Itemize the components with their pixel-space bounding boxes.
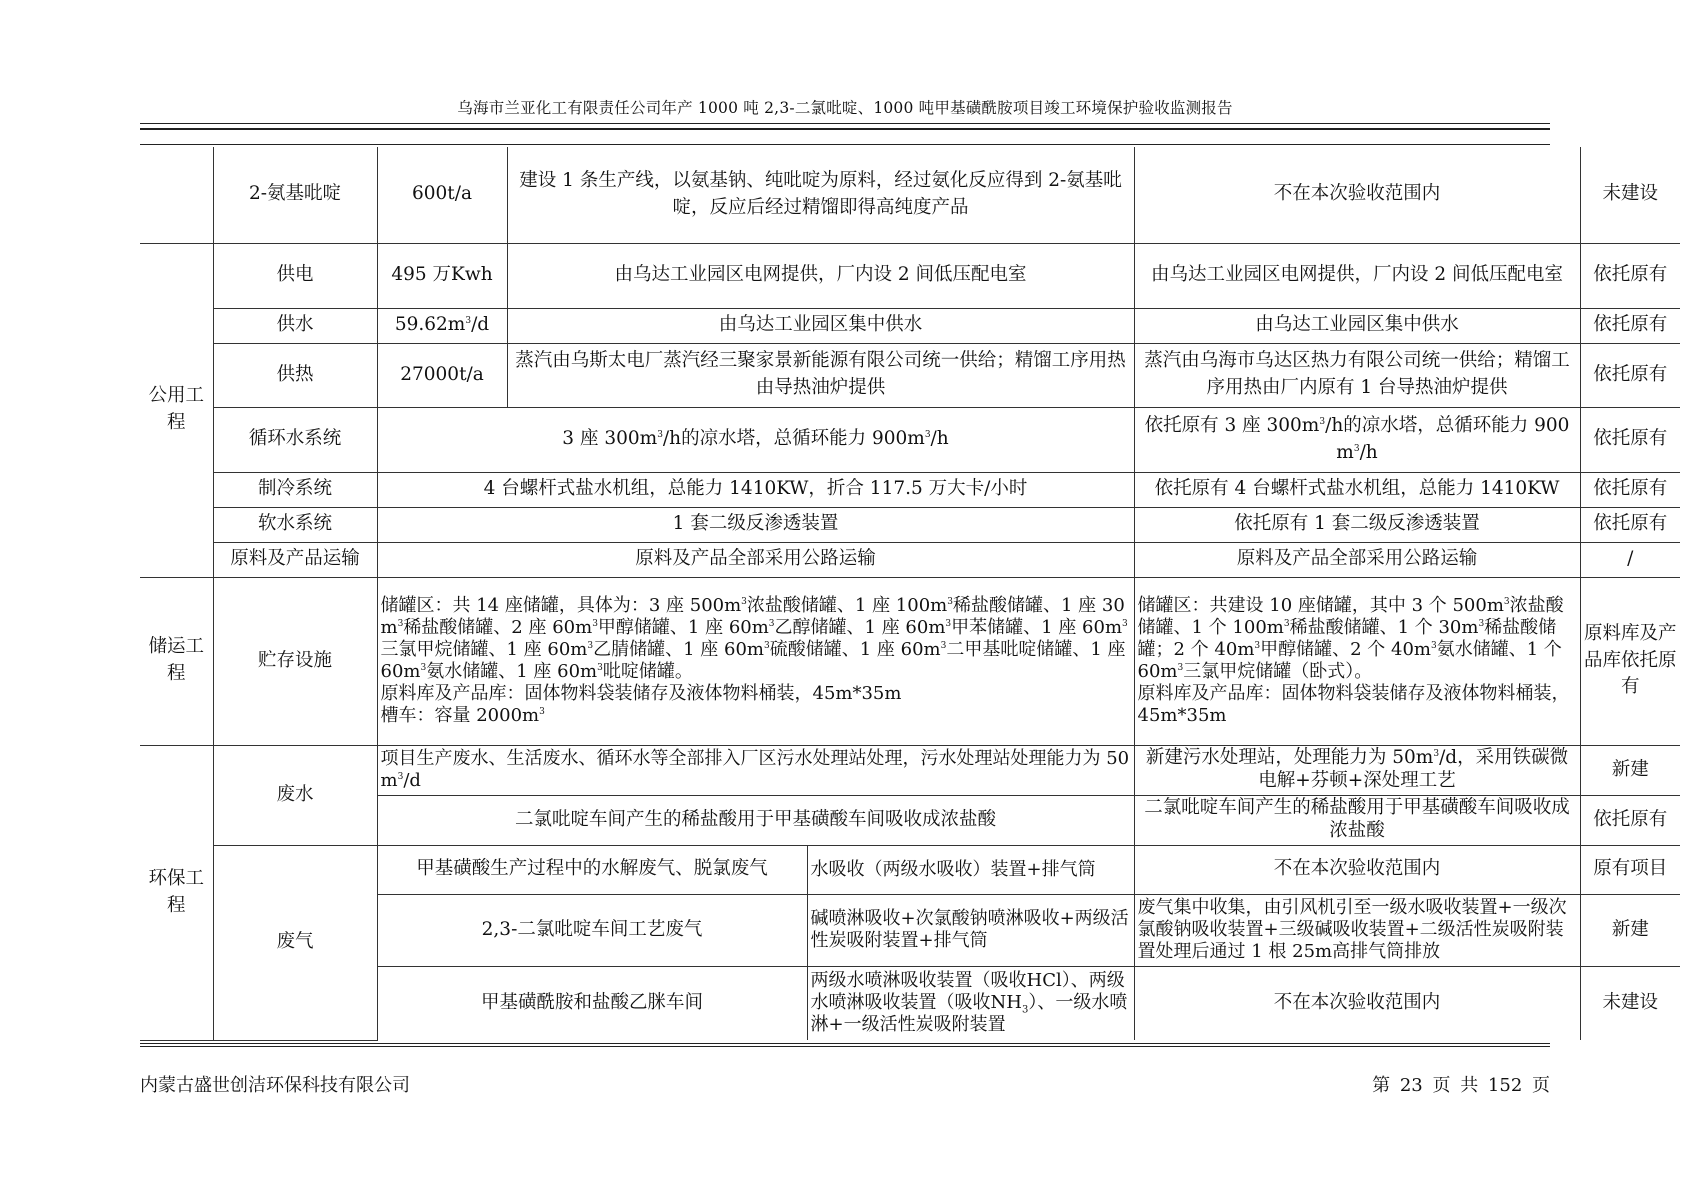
item-name: 软水系统 <box>213 507 377 542</box>
text-segment: 稀盐酸储罐；2 个 40m <box>1137 617 1557 661</box>
actual-content: 不在本次验收范围内 <box>1134 966 1580 1040</box>
superscript: 3 <box>1478 619 1485 630</box>
treatment-measure: 水吸收（两级水吸收）装置+排气筒 <box>807 845 1134 894</box>
actual-content: 依托原有 1 套二级反渗透装置 <box>1134 507 1580 542</box>
table-row <box>140 745 1680 795</box>
text-segment: 硫酸储罐、1 座 60m <box>769 639 941 661</box>
text-segment: 氨水储罐、1 个 60m <box>1137 639 1562 682</box>
project-comparison-table <box>140 147 1680 1041</box>
note-cell: 未建设 <box>1580 147 1680 243</box>
table-row <box>140 243 1680 308</box>
superscript: 3 <box>763 641 770 652</box>
superscript: 3 <box>657 429 663 440</box>
pollution-source: 甲基磺酰胺和盐酸乙脒车间 <box>377 966 807 1040</box>
superscript: 3 <box>741 597 747 608</box>
note-cell: 新建 <box>1580 745 1680 795</box>
actual-content <box>1134 407 1580 472</box>
superscript: 3 <box>592 619 598 630</box>
scale-text-b: /d <box>471 314 490 336</box>
note-cell: 依托原有 <box>1580 507 1680 542</box>
table-row <box>140 472 1680 507</box>
item-scale <box>377 308 507 343</box>
text-b: /d，采用铁碳微电解+芬顿+深处理工艺 <box>1258 747 1569 791</box>
text-segment: 乙腈储罐、1 座 60m <box>593 639 764 661</box>
superscript: 3 <box>768 619 775 630</box>
item-name: 制冷系统 <box>213 472 377 507</box>
text-a: 两级水喷淋吸收装置（吸收HCl）、两级水喷淋吸收装置（吸收NH <box>810 970 1125 1014</box>
actual-content: 不在本次验收范围内 <box>1134 147 1580 243</box>
header-rule-thin <box>140 123 1550 124</box>
text-c: /h <box>1359 441 1378 463</box>
text-segment: 储罐区：共 14 座储罐，具体为：3 座 500m <box>380 595 742 617</box>
table-bottom-rule-2 <box>140 1046 1550 1047</box>
note-cell: 原有项目 <box>1580 845 1680 894</box>
superscript: 3 <box>539 706 545 717</box>
note-cell: 未建设 <box>1580 966 1680 1040</box>
treatment-measure <box>807 966 1134 1040</box>
text-segment: 甲苯储罐、1 座 60m <box>951 617 1123 639</box>
text-b: /h的凉水塔，总循环能力 900 m <box>1325 414 1570 463</box>
actual-content: 由乌达工业园区集中供水 <box>1134 308 1580 343</box>
text-a: 新建污水处理站，处理能力为 50m <box>1145 747 1434 769</box>
actual-content: 原料及产品全部采用公路运输 <box>1134 542 1580 577</box>
note-cell: 依托原有 <box>1580 308 1680 343</box>
design-content <box>377 745 1134 795</box>
superscript: 3 <box>1122 619 1128 630</box>
footer-company: 内蒙古盛世创洁环保科技有限公司 <box>140 1075 410 1096</box>
text-segment: 原料库及产品库：固体物料袋装储存及液体物料桶装，45m*35m <box>380 682 902 704</box>
note-cell: 依托原有 <box>1580 472 1680 507</box>
design-content: 由乌达工业园区电网提供，厂内设 2 间低压配电室 <box>507 243 1134 308</box>
text-segment: 二甲基吡啶储罐、1 座 60m <box>380 639 1126 682</box>
actual-content: 废气集中收集，由引风机引至一级水吸收装置+一级次氯酸钠吸收装置+三级碱吸收装置+二级活性炭吸附装置处理后通过 1 根 25m高排气筒排放 <box>1134 894 1580 966</box>
text-segment: 三氯甲烷储罐、1 座 60m <box>380 639 588 661</box>
note-cell: 依托原有 <box>1580 243 1680 308</box>
text-segment: 稀盐酸储罐、2 座 60m <box>403 617 593 639</box>
text-b: ）、一级水喷淋+一级活性炭吸附装置 <box>810 992 1128 1036</box>
design-content: 建设 1 条生产线，以氨基钠、纯吡啶为原料，经过氨化反应得到 2-氨基吡啶，反应后经过精馏即得高纯度产品 <box>507 147 1134 243</box>
table-row <box>140 507 1680 542</box>
text-segment: 稀盐酸储罐、1 个 30m <box>1289 617 1479 639</box>
design-content: 二氯吡啶车间产生的稀盐酸用于甲基磺酸车间吸收成浓盐酸 <box>377 795 1134 845</box>
table-row <box>140 577 1680 745</box>
header-rule-thick <box>140 128 1550 130</box>
subscript: 3 <box>1021 1004 1029 1016</box>
design-content: 原料及产品全部采用公路运输 <box>377 542 1134 577</box>
design-content: 4 台螺杆式盐水机组，总能力 1410KW，折合 117.5 万大卡/小时 <box>377 472 1134 507</box>
item-scale: 600t/a <box>377 147 507 243</box>
design-content <box>377 407 1134 472</box>
page-header-title: 乌海市兰亚化工有限责任公司年产 1000 吨 2,3-二氯吡啶、1000 吨甲基磺酰胺项目竣工环境保护验收监测报告 <box>457 99 1233 117</box>
text-segment: 储罐区：共建设 10 座储罐，其中 3 个 500m <box>1137 595 1504 617</box>
text-c: /h <box>930 428 949 450</box>
table-row <box>140 147 1680 243</box>
superscript: 3 <box>945 619 952 630</box>
item-name: 原料及产品运输 <box>213 542 377 577</box>
table-bottom-rule <box>140 1043 1550 1044</box>
item-name: 2-氨基吡啶 <box>213 147 377 243</box>
table-row <box>140 407 1680 472</box>
footer-page-number: 第 23 页 共 152 页 <box>1372 1075 1550 1096</box>
item-name: 废水 <box>213 745 377 845</box>
actual-content: 二氯吡啶车间产生的稀盐酸用于甲基磺酸车间吸收成浓盐酸 <box>1134 795 1580 845</box>
text-a: 项目生产废水、生活废水、循环水等全部排入厂区污水处理站处理，污水处理站处理能力为 50m <box>380 748 1130 791</box>
scale-text-a: 59.62m <box>394 314 466 336</box>
superscript: 3 <box>1319 416 1326 427</box>
text-segment: 三氯甲烷储罐（卧式）。 <box>1183 661 1373 682</box>
item-scale: 495 万Kwh <box>377 243 507 308</box>
design-content: 1 套二级反渗透装置 <box>377 507 1134 542</box>
superscript: 3 <box>940 641 947 652</box>
superscript: 3 <box>1353 443 1360 454</box>
text-b: /d <box>403 770 421 791</box>
design-content: 蒸汽由乌斯太电厂蒸汽经三聚家景新能源有限公司统一供给；精馏工序用热由导热油炉提供 <box>507 343 1134 407</box>
superscript: 3 <box>947 597 953 608</box>
text-segment: 乙醇储罐、1 座 60m <box>774 617 946 639</box>
actual-content: 不在本次验收范围内 <box>1134 845 1580 894</box>
table-row <box>140 308 1680 343</box>
note-cell: 依托原有 <box>1580 343 1680 407</box>
table-row <box>140 343 1680 407</box>
text-segment: 原料库及产品库：固体物料袋装储存及液体物料桶装，45m*35m <box>1137 682 1570 726</box>
item-scale: 27000t/a <box>377 343 507 407</box>
superscript: 3 <box>1283 619 1290 630</box>
note-cell: 新建 <box>1580 894 1680 966</box>
pollution-source: 2,3-二氯吡啶车间工艺废气 <box>377 894 807 966</box>
note-cell: 依托原有 <box>1580 795 1680 845</box>
superscript: 3 <box>1503 597 1510 608</box>
item-name: 循环水系统 <box>213 407 377 472</box>
item-name: 供热 <box>213 343 377 407</box>
note-cell: 依托原有 <box>1580 407 1680 472</box>
superscript: 3 <box>465 315 472 326</box>
text-segment: 氨水储罐、1 座 60m <box>426 661 598 682</box>
pollution-source: 甲基磺酸生产过程中的水解废气、脱氯废气 <box>377 845 807 894</box>
superscript: 3 <box>924 429 931 440</box>
text-segment: 浓盐酸储罐、1 个 100m <box>1137 595 1564 639</box>
item-name: 贮存设施 <box>213 577 377 745</box>
text-b: /h的凉水塔，总循环能力 900m <box>662 428 925 450</box>
text-a: 3 座 300m <box>562 428 658 450</box>
note-cell: / <box>1580 542 1680 577</box>
actual-content: 蒸汽由乌海市乌达区热力有限公司统一供给；精馏工序用热由厂内原有 1 台导热油炉提供 <box>1134 343 1580 407</box>
text-segment: 槽车：容量 2000m <box>380 704 540 726</box>
group-label-utility: 公用工程 <box>140 243 213 577</box>
actual-content <box>1134 745 1580 795</box>
superscript: 3 <box>597 663 603 673</box>
text-a: 依托原有 3 座 300m <box>1144 414 1320 436</box>
actual-content: 依托原有 4 台螺杆式盐水机组，总能力 1410KW <box>1134 472 1580 507</box>
superscript: 3 <box>397 619 404 630</box>
superscript: 3 <box>1254 641 1261 652</box>
text-segment: 浓盐酸储罐、1 座 100m <box>746 595 948 617</box>
table-top-rule <box>140 144 1550 145</box>
group-cell-empty <box>140 147 213 243</box>
group-label-storage: 储运工程 <box>140 577 213 745</box>
table-row <box>140 542 1680 577</box>
table-row <box>140 845 1680 894</box>
superscript: 3 <box>420 663 427 673</box>
note-cell: 原料库及产品库依托原有 <box>1580 577 1680 745</box>
text-segment: 甲醇储罐、1 座 60m <box>597 617 769 639</box>
text-segment: 甲醇储罐、2 个 40m <box>1260 639 1431 661</box>
design-content: 由乌达工业园区集中供水 <box>507 308 1134 343</box>
actual-content: 由乌达工业园区电网提供，厂内设 2 间低压配电室 <box>1134 243 1580 308</box>
text-segment: 稀盐酸储罐、1 座 30m <box>380 595 1125 639</box>
superscript: 3 <box>1433 749 1440 760</box>
superscript: 3 <box>397 772 404 782</box>
item-name: 废气 <box>213 845 377 1040</box>
item-name: 供水 <box>213 308 377 343</box>
actual-content <box>1134 577 1580 745</box>
item-name: 供电 <box>213 243 377 308</box>
treatment-measure: 碱喷淋吸收+次氯酸钠喷淋吸收+两级活性炭吸附装置+排气筒 <box>807 894 1134 966</box>
group-label-environment: 环保工程 <box>140 745 213 1040</box>
text-segment: 吡啶储罐。 <box>602 661 693 682</box>
design-content <box>377 577 1134 745</box>
superscript: 3 <box>1177 663 1184 673</box>
superscript: 3 <box>1431 641 1437 652</box>
superscript: 3 <box>587 641 594 652</box>
